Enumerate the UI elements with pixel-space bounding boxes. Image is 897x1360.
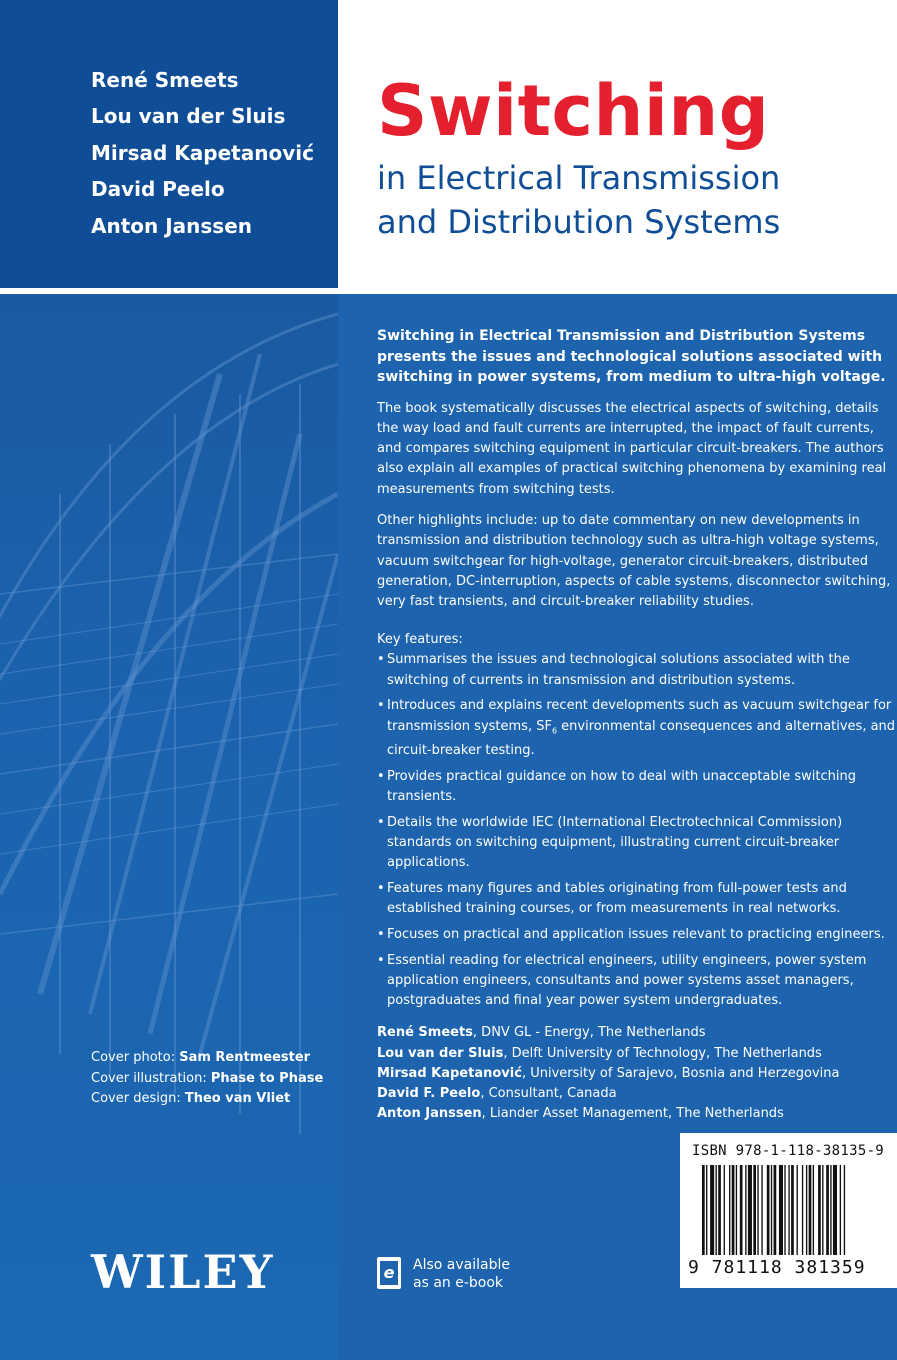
barcode-bar xyxy=(844,1165,845,1255)
credit-name: Theo van Vliet xyxy=(184,1091,291,1107)
ebook-icon-letter: e xyxy=(380,1261,398,1285)
affiliation-name: Mirsad Kapetanović xyxy=(377,1065,522,1081)
barcode-bar xyxy=(736,1165,737,1255)
title-main: Switching xyxy=(377,70,770,152)
body-paragraph: The book systematically discusses the electrical aspects of switching, details the way load and fault currents are interrupted, the impact of fault currents, and compares switching equipment in particular circuit-breakers. The authors also explain all examples of practical switching phenomena by examining real measurements from switching tests. xyxy=(377,400,887,497)
subtitle-line: and Distribution Systems xyxy=(377,203,781,241)
structure-illustration xyxy=(0,294,338,1360)
credit-line xyxy=(91,1069,323,1090)
barcode-bar xyxy=(706,1165,707,1255)
barcode-bar xyxy=(716,1165,717,1255)
barcode-bar xyxy=(784,1165,785,1255)
credit-name: Sam Rentmeester xyxy=(179,1050,311,1065)
credit-line xyxy=(91,1089,323,1110)
author-name: Lou van der Sluis xyxy=(91,104,286,129)
cover-credits xyxy=(91,1048,323,1110)
affiliation-org: , Consultant, Canada xyxy=(480,1085,617,1101)
affiliation-line xyxy=(377,1104,897,1124)
body-paragraph: Other highlights include: up to date commentary on new developments in transmission and distribution technology such as ultra-high voltage systems, vacuum switchgear for high-voltage, generator circuit-breakers, distributed generation, DC-interruption, aspects of cable systems, disconnector switching, very fast transients, and circuit-breaker reliability studies. xyxy=(377,512,891,610)
author-list xyxy=(91,66,314,248)
affiliation-line xyxy=(377,1084,897,1104)
barcode-bar xyxy=(757,1165,758,1255)
barcode-bar xyxy=(718,1165,721,1255)
affiliation-line xyxy=(377,1023,897,1043)
barcode-bar xyxy=(822,1165,823,1255)
author-name: René Smeets xyxy=(91,68,239,92)
affiliation-org: , DNV GL - Energy, The Netherlands xyxy=(472,1025,706,1041)
isbn-text: ISBN 978-1-118-38135-9 xyxy=(692,1143,885,1159)
feature-item: • Introduces and explains recent developments such as vacuum switchgear for transmission systems, $SF_6$ environmental consequences and alternatives, and circuit-breaker testing. xyxy=(377,696,897,761)
feature-item: • Provides practical guidance on how to deal with unacceptable switching transients. xyxy=(377,767,897,807)
ean-digits: 9 781118 381359 xyxy=(688,1257,866,1278)
credit-label: Cover photo: xyxy=(91,1050,180,1065)
barcode-bar xyxy=(745,1165,746,1255)
book-title xyxy=(377,66,897,244)
affiliation-org: , University of Sarajevo, Bosnia and Herzegovina xyxy=(521,1065,840,1081)
cover-photo xyxy=(0,294,338,1360)
barcode-bar xyxy=(791,1165,794,1255)
barcode-bar xyxy=(740,1165,743,1255)
barcode-bar xyxy=(806,1165,807,1255)
affiliation-line xyxy=(377,1044,897,1064)
barcode-bar xyxy=(724,1165,725,1255)
barcode-bar xyxy=(710,1165,714,1255)
affiliation-org: , Liander Asset Management, The Netherlands xyxy=(481,1106,784,1122)
ebook-notice xyxy=(413,1256,510,1292)
affiliation-name: David F. Peelo xyxy=(377,1085,481,1101)
barcode-bar xyxy=(748,1165,752,1255)
subtitle-line: in Electrical Transmission xyxy=(377,159,781,197)
feature-item: • Essential reading for electrical engineers, utility engineers, power system application engineers, consultants and power systems asset managers, postgraduates and final year power system undergraduates. xyxy=(377,951,897,1012)
affiliation-org: , Delft University of Technology, The Netherlands xyxy=(503,1045,822,1061)
credit-name: Phase to Phase xyxy=(210,1070,324,1086)
affiliation-line xyxy=(377,1064,897,1084)
intro-paragraph: Switching in Electrical Transmission and Distribution Systems presents the issues and technological solutions associated with switching in power systems, from medium to ultra-high voltage. xyxy=(377,328,886,385)
feature-item: • Focuses on practical and application issues relevant to practicing engineers. xyxy=(377,925,897,945)
author-name: Mirsad Kapetanović xyxy=(91,140,314,165)
affiliation-name: Anton Janssen xyxy=(377,1106,482,1122)
affiliation-name: Lou van der Sluis xyxy=(377,1045,504,1061)
barcode-bar xyxy=(788,1165,789,1255)
ebook-icon xyxy=(377,1257,401,1289)
barcode-bar xyxy=(753,1165,756,1255)
barcode-bar xyxy=(830,1165,831,1255)
barcode-bar xyxy=(774,1165,777,1255)
feature-item: • Features many figures and tables originating from full-power tests and established training courses, or from measurements in real networks. xyxy=(377,879,897,919)
feature-item: • Details the worldwide IEC (International Electrotechnical Commission) standards on switching equipment, illustrating current circuit-breaker applications. xyxy=(377,813,897,874)
key-features-heading: Key features: xyxy=(377,632,463,648)
barcode-bar xyxy=(779,1165,783,1255)
barcode-bar xyxy=(840,1165,841,1255)
barcode-bar xyxy=(771,1165,772,1255)
barcode-bar xyxy=(802,1165,803,1255)
barcode-bar xyxy=(732,1165,735,1255)
barcode-bar xyxy=(826,1165,829,1255)
feature-item: • Summarises the issues and technological solutions associated with the switching of currents in transmission and distribution systems. xyxy=(377,650,897,690)
barcode-bar xyxy=(767,1165,770,1255)
barcode-bar xyxy=(797,1165,798,1255)
credit-label: Cover illustration: xyxy=(91,1070,211,1086)
author-affiliations xyxy=(377,1023,897,1124)
barcode-bar xyxy=(761,1165,762,1255)
ebook-line: as an e-book xyxy=(413,1275,504,1291)
author-name: David Peelo xyxy=(91,177,225,202)
barcode-bar xyxy=(729,1165,730,1255)
publisher-logo: WILEY xyxy=(91,1245,275,1299)
barcode-bar xyxy=(809,1165,812,1255)
affiliation-name: René Smeets xyxy=(377,1025,473,1041)
barcode-bar xyxy=(702,1165,705,1255)
barcode-bar xyxy=(813,1165,814,1255)
back-cover-text xyxy=(377,326,897,1124)
ebook-line: Also available xyxy=(413,1257,510,1273)
barcode-bar xyxy=(818,1165,821,1255)
author-name: Anton Janssen xyxy=(91,213,253,238)
barcode-bar xyxy=(833,1165,837,1255)
credit-label: Cover design: xyxy=(91,1091,185,1107)
feature-list xyxy=(377,650,897,1011)
credit-line xyxy=(91,1048,323,1069)
barcode-bars xyxy=(702,1165,882,1255)
isbn-barcode xyxy=(680,1133,897,1288)
